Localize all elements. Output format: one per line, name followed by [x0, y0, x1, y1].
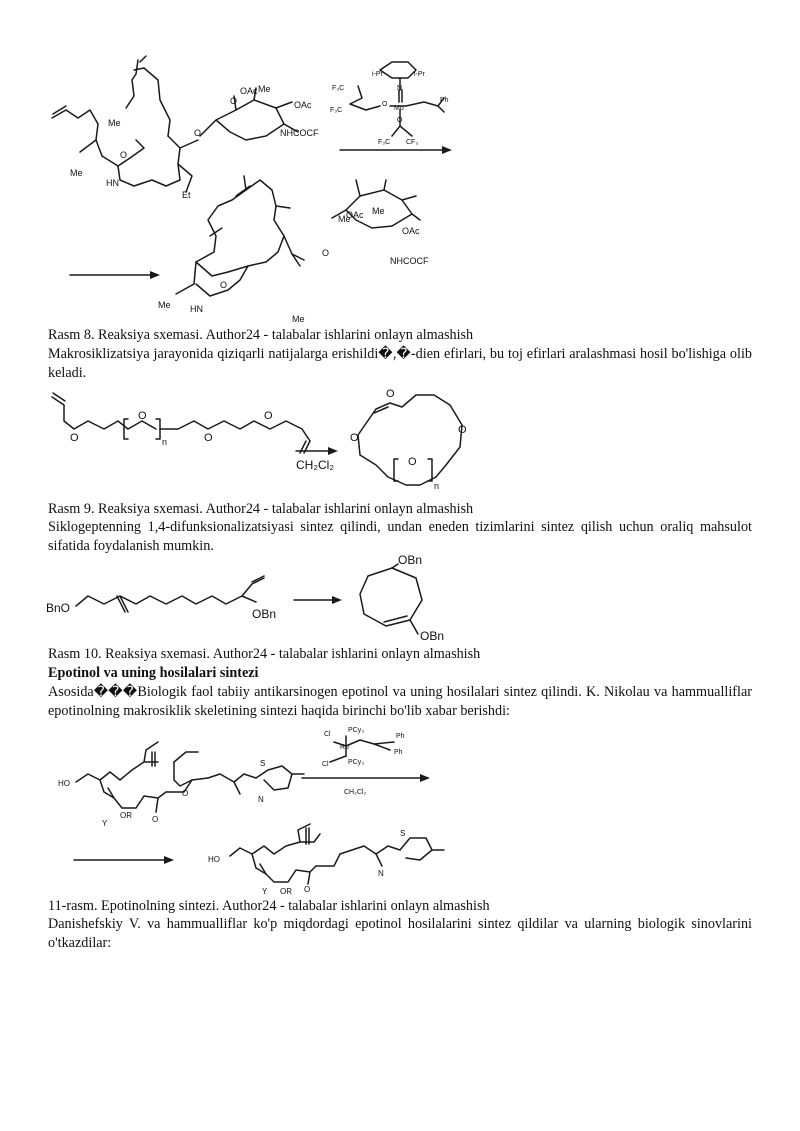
fig8-label: HN [190, 304, 203, 314]
figure-11-caption: 11-rasm. Epotinolning sintezi. Author24 - talabalar ishlarini onlayn almashish [48, 898, 490, 914]
fig8-label: O [397, 117, 403, 124]
fig8-label: F₃C [332, 85, 345, 92]
fig8-label: Ph [440, 97, 449, 104]
paragraph-1: Makrosiklizatsiya jarayonida qiziqarli natijalarga erishildi�,�-dien efirlari, bu toj efirlari aralashmasi hosil bo'lishiga olib keladi. [48, 346, 752, 381]
fig8-label: OAc [294, 100, 312, 110]
fig8-label: Me [158, 300, 171, 310]
figure-10-caption: Rasm 10. Reaksiya sxemasi. Author24 - talabalar ishlarini onlayn almashish [48, 646, 481, 662]
fig8-label: N [397, 85, 403, 92]
fig8-label: CF₃ [406, 139, 419, 146]
fig9-label: O [138, 410, 147, 422]
fig11-label: N [258, 795, 264, 804]
fig8-label: Mo [394, 105, 404, 112]
fig9-label: O [386, 388, 395, 400]
fig9-reagent: CH₂Cl₂ [296, 458, 334, 472]
fig11-label: O [152, 815, 159, 824]
fig11-label: HO [58, 779, 70, 788]
fig10-label: OBn [398, 553, 423, 567]
fig10-label: OBn [252, 607, 277, 621]
fig8-label: O [220, 280, 228, 290]
fig8-label: Me [338, 214, 351, 224]
fig8-label: OAc [240, 86, 258, 96]
figure-9-caption: Rasm 9. Reaksiya sxemasi. Author24 - talabalar ishlarini onlayn almashish [48, 501, 474, 517]
fig8-label: Et [182, 190, 191, 200]
fig8-label: O [230, 96, 238, 106]
fig11-label: N [378, 869, 384, 878]
fig8-label: O [382, 101, 388, 108]
fig11-label: Y [262, 887, 268, 896]
fig8-label: F₃C [330, 107, 343, 114]
fig11-label: Ph [394, 749, 403, 756]
fig9-label: O [350, 432, 359, 444]
fig9-label: O [458, 424, 467, 436]
fig11-label: S [400, 829, 406, 838]
fig11-label: OR [120, 811, 132, 820]
figure-8-reaction-scheme [40, 40, 460, 330]
fig11-label: PCy₃ [348, 727, 365, 734]
fig9-label: n [162, 437, 168, 447]
fig11-label: Y [102, 819, 108, 828]
fig8-label: OAc [402, 226, 420, 236]
figure-11-reaction-scheme [48, 722, 458, 897]
paragraph-4: Danishefskiy V. va hammualliflar ko'p miqdordagi epotinol hosilalarini sintez qildilar va ularning biologik sinovlarini o'tkazdilar: [48, 916, 752, 951]
fig8-label: Me [108, 118, 121, 128]
fig11-label: Cl [324, 731, 331, 738]
fig11-label: Cl [322, 761, 329, 768]
section-heading: Epotinol va uning hosilalari sintezi [48, 665, 259, 681]
fig8-label: i-Pr [372, 71, 383, 78]
figure-10-reaction-scheme [46, 554, 466, 644]
fig8-label: O [194, 128, 202, 138]
fig11-label: HO [208, 855, 220, 864]
figure-8-caption: Rasm 8. Reaksiya sxemasi. Author24 - talabalar ishlarini onlayn almashish [48, 327, 474, 343]
fig11-label: O [182, 789, 189, 798]
fig8-label: O [322, 248, 330, 258]
fig11-label: Ru [340, 744, 349, 751]
fig9-label: O [264, 410, 273, 422]
fig11-label: PCy₃ [348, 759, 365, 766]
fig11-label: OR [280, 887, 292, 896]
fig8-label: NHCOCF [390, 256, 429, 266]
fig8-label: F₃C [378, 139, 391, 146]
fig9-label: O [70, 432, 79, 444]
fig8-label: Me [258, 84, 271, 94]
fig9-label: O [204, 432, 213, 444]
fig10-label: OBn [420, 629, 445, 643]
fig8-label: Me [292, 314, 305, 324]
fig8-label: NHCOCF [280, 128, 319, 138]
fig10-label: BnO [46, 601, 71, 615]
fig11-reagent: CH₂Cl₂ [344, 789, 367, 796]
fig8-label: i-Pr [414, 71, 425, 78]
fig11-label: S [260, 759, 266, 768]
fig9-label: n [434, 481, 440, 491]
fig8-label: Me [372, 206, 385, 216]
fig11-label: O [304, 885, 311, 894]
fig8-label: O [120, 150, 128, 160]
paragraph-3: Asosida���Biologik faol tabiiy antikarsinogen epotinol va uning hosilalari sintez qilindi. K. Nikolau va hammualliflar epotinolning makrosiklik skeletining sintezi haqida birinchi bo'lib xabar berishdi: [48, 684, 752, 719]
fig8-label: HN [106, 178, 119, 188]
paragraph-2: Siklogeptenning 1,4-difunksionalizatsiyasi sintez qilindi, undan eneden tizimlarini sintez qilish uchun oraliq mahsulot sifatida foydalanish mumkin. [48, 519, 752, 554]
fig11-label: Ph [396, 733, 405, 740]
fig9-label: O [408, 456, 417, 468]
fig8-label: Me [70, 168, 83, 178]
figure-9-reaction-scheme [44, 385, 484, 500]
fig8-label: OAc [346, 210, 364, 220]
